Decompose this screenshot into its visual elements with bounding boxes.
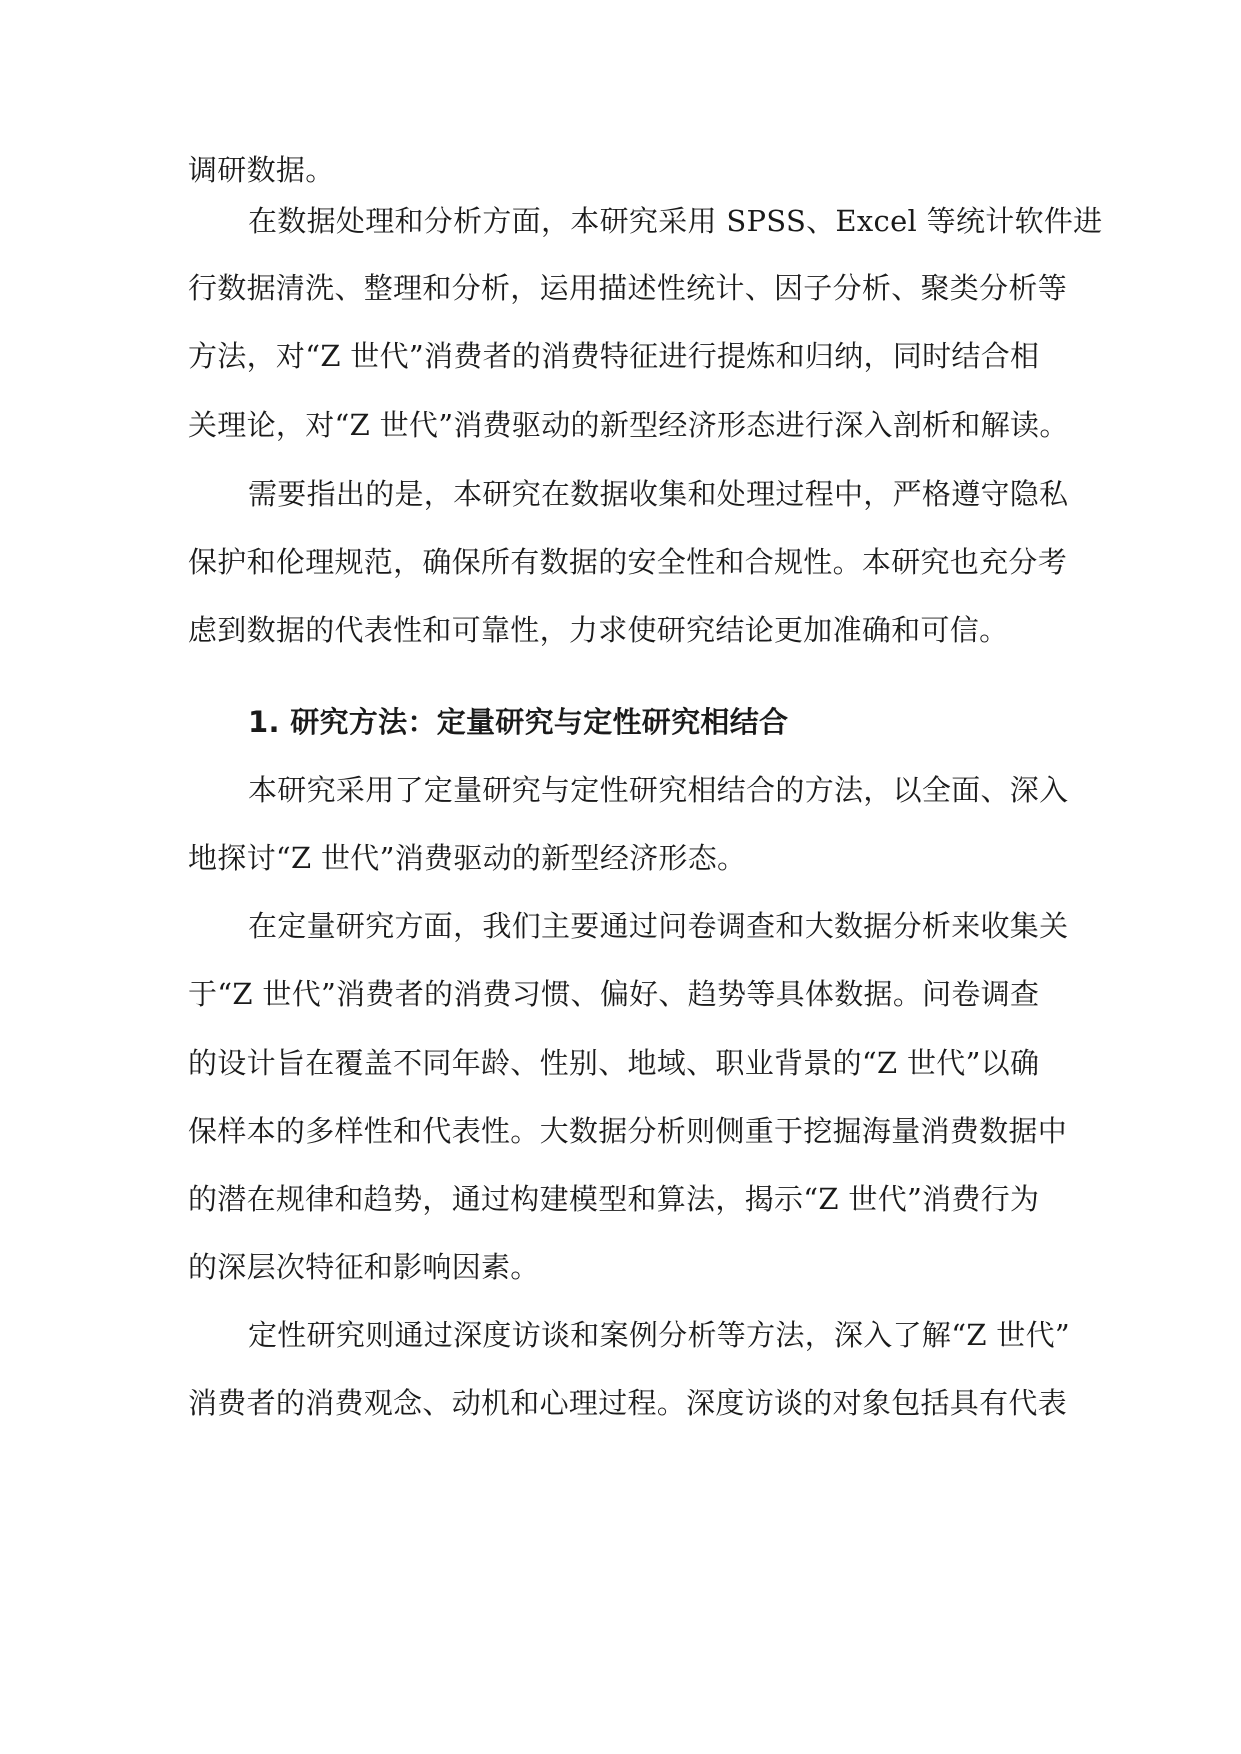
text-line: 本研究采用了定量研究与定性研究相结合的方法，以全面、深入 (248, 773, 1069, 807)
text-line: 于“Z 世代”消费者的消费习惯、偏好、趋势等具体数据。问卷调查 (188, 977, 1040, 1011)
text-line: 关理论，对“Z 世代”消费驱动的新型经济形态进行深入剖析和解读。 (188, 408, 1069, 442)
text-line: 保样本的多样性和代表性。大数据分析则侧重于挖掘海量消费数据中 (188, 1114, 1068, 1148)
text-line: 虑到数据的代表性和可靠性，力求使研究结论更加准确和可信。 (188, 613, 1009, 647)
text-line: 的深层次特征和影响因素。 (188, 1250, 540, 1284)
text-line: 的设计旨在覆盖不同年龄、性别、地域、职业背景的“Z 世代”以确 (188, 1046, 1040, 1080)
section-heading: 1. 研究方法：定量研究与定性研究相结合 (248, 705, 789, 739)
text-line: 定性研究则通过深度访谈和案例分析等方法，深入了解“Z 世代” (248, 1318, 1071, 1352)
text-line: 需要指出的是，本研究在数据收集和处理过程中，严格遵守隐私 (248, 477, 1069, 511)
text-line: 在数据处理和分析方面，本研究采用 SPSS、Excel 等统计软件进 (248, 204, 1103, 238)
text-line: 地探讨“Z 世代”消费驱动的新型经济形态。 (188, 841, 747, 875)
text-line: 行数据清洗、整理和分析，运用描述性统计、因子分析、聚类分析等 (188, 271, 1068, 305)
text-line: 的潜在规律和趋势，通过构建模型和算法，揭示“Z 世代”消费行为 (188, 1182, 1040, 1216)
text-line: 方法，对“Z 世代”消费者的消费特征进行提炼和归纳，同时结合相 (188, 339, 1040, 373)
text-line: 在定量研究方面，我们主要通过问卷调查和大数据分析来收集关 (248, 909, 1069, 943)
text-line: 调研数据。 (188, 153, 335, 187)
text-line: 消费者的消费观念、动机和心理过程。深度访谈的对象包括具有代表 (188, 1386, 1068, 1420)
text-line: 保护和伦理规范，确保所有数据的安全性和合规性。本研究也充分考 (188, 545, 1068, 579)
